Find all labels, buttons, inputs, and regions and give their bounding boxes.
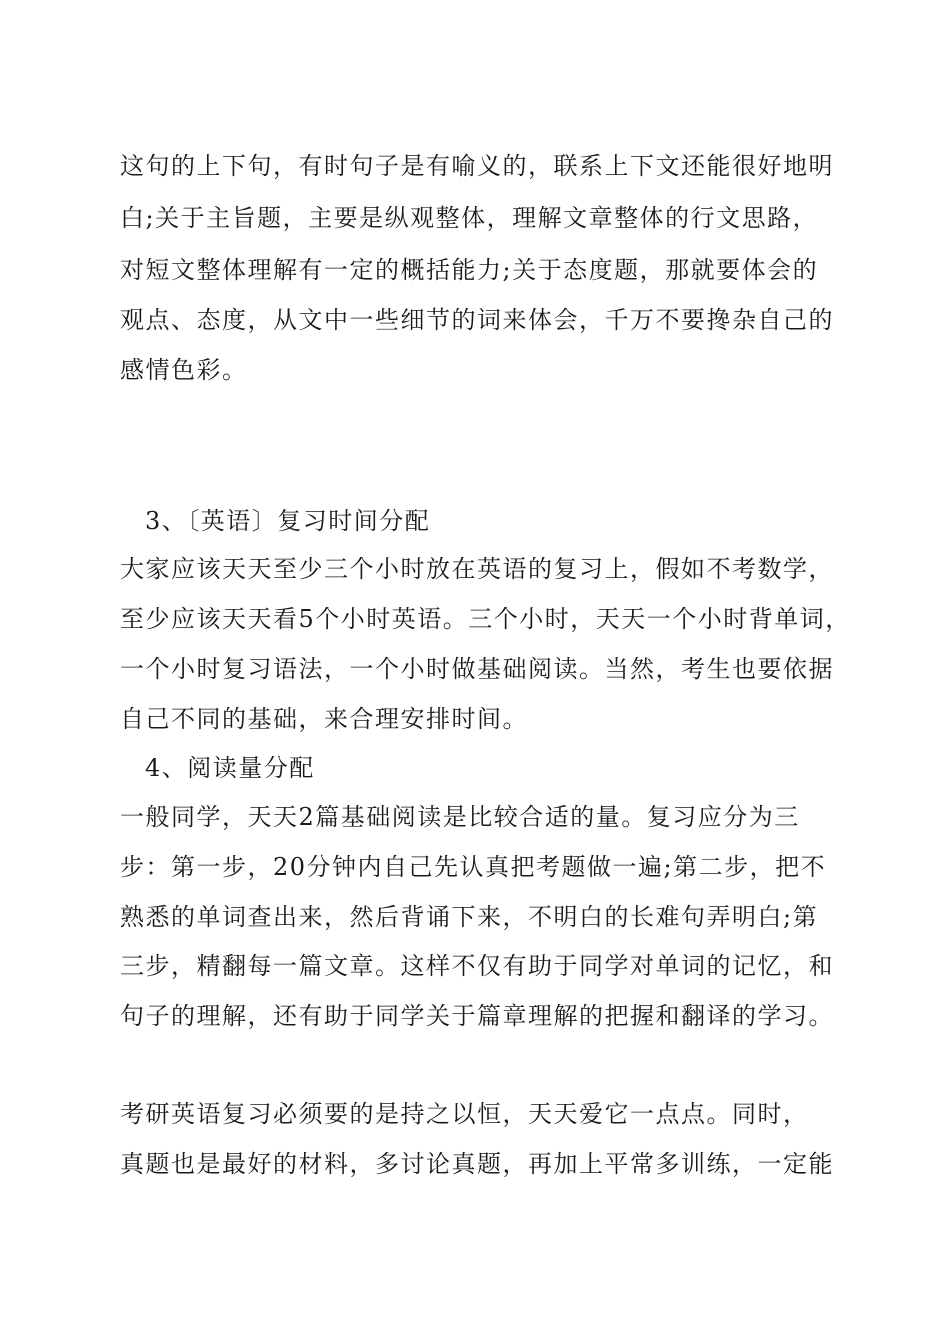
paragraph-line: 感情色彩。 [120,356,248,384]
paragraph-line: 一个小时复习语法，一个小时做基础阅读。当然，考生也要依据 [120,655,834,683]
paragraph-line: 大家应该天天至少三个小时放在英语的复习上，假如不考数学， [120,555,834,583]
paragraph-line: 观点、态度，从文中一些细节的词来体会，千万不要搀杂自己的 [120,306,834,334]
paragraph-line: 句子的理解，还有助于同学关于篇章理解的把握和翻译的学习。 [120,1002,834,1030]
paragraph-line: 自己不同的基础，来合理安排时间。 [120,705,528,733]
paragraph-line: 白;关于主旨题，主要是纵观整体，理解文章整体的行文思路， [120,204,819,232]
paragraph-line: 这句的上下句，有时句子是有喻义的，联系上下文还能很好地明 [120,152,834,180]
paragraph-line: 一般同学，天天2篇基础阅读是比较合适的量。复习应分为三 [120,803,800,831]
section-heading-4: 4、阅读量分配 [145,754,315,782]
paragraph-line: 至少应该天天看5个小时英语。三个小时，天天一个小时背单词， [120,605,851,633]
paragraph-line: 熟悉的单词查出来，然后背诵下来，不明白的长难句弄明白;第 [120,903,819,931]
paragraph-line: 考研英语复习必须要的是持之以恒，天天爱它一点点。同时， [120,1100,809,1128]
paragraph-line: 三步，精翻每一篇文章。这样不仅有助于同学对单词的记忆，和 [120,952,834,980]
section-heading-3: 3、〔英语〕复习时间分配 [145,507,431,535]
paragraph-line: 真题也是最好的材料，多讨论真题，再加上平常多训练，一定能 [120,1150,834,1178]
paragraph-line: 步：第一步，20分钟内自己先认真把考题做一遍;第二步，把不 [120,853,827,881]
paragraph-line: 对短文整体理解有一定的概括能力;关于态度题，那就要体会的 [120,256,819,284]
